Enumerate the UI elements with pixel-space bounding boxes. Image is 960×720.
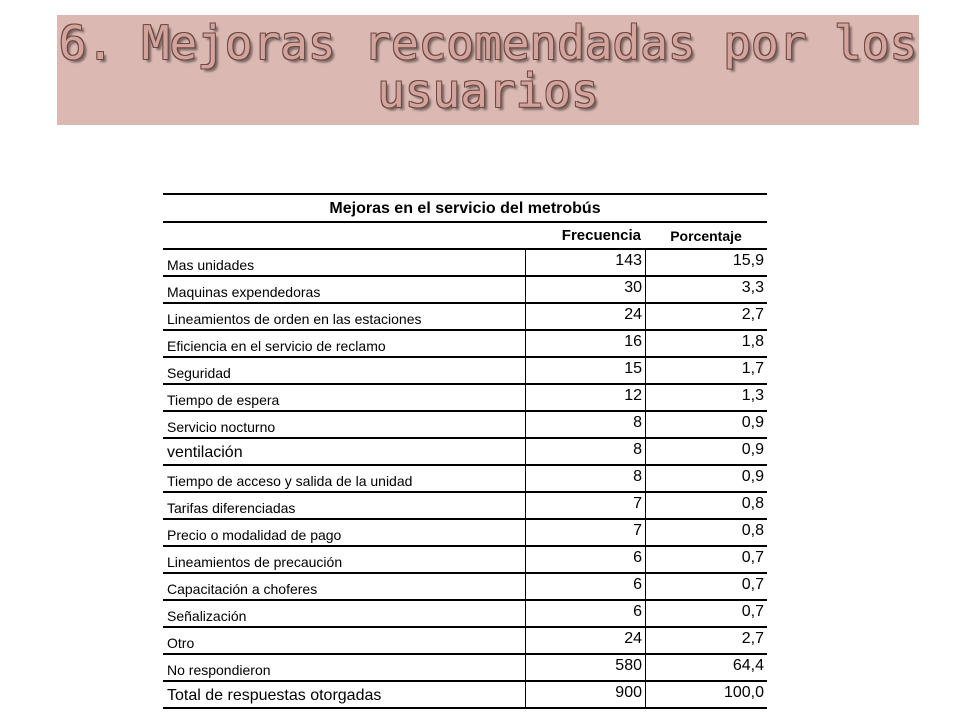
row-frecuencia: 30 <box>525 277 645 302</box>
row-porcentaje: 0,9 <box>645 439 767 464</box>
row-frecuencia: 16 <box>525 331 645 356</box>
table-row <box>163 601 767 628</box>
row-label: Mas unidades <box>167 257 255 273</box>
row-frecuencia: 6 <box>525 601 645 626</box>
header-porcentaje: Porcentaje <box>670 228 742 244</box>
row-frecuencia: 7 <box>525 520 645 545</box>
table-body <box>163 250 767 707</box>
row-porcentaje: 0,7 <box>645 547 767 572</box>
row-porcentaje: 0,7 <box>645 601 767 626</box>
table-row <box>163 520 767 547</box>
slide-title-line-2: usuarios <box>377 64 599 118</box>
row-label: Otro <box>167 635 195 651</box>
table-row <box>163 250 767 277</box>
table-row <box>163 277 767 304</box>
row-porcentaje: 2,7 <box>645 628 767 653</box>
row-label: Tarifas diferenciadas <box>167 500 296 516</box>
slide-title-line-1: 6. Mejoras recomendadas por los <box>58 16 918 70</box>
row-frecuencia: 12 <box>525 385 645 410</box>
row-label: Capacitación a choferes <box>167 581 318 597</box>
row-frecuencia: 143 <box>525 250 645 275</box>
row-porcentaje: 2,7 <box>645 304 767 329</box>
row-porcentaje: 0,7 <box>645 574 767 599</box>
row-porcentaje: 1,3 <box>645 385 767 410</box>
table-row <box>163 466 767 493</box>
table-row <box>163 547 767 574</box>
slide-title <box>57 16 919 118</box>
row-frecuencia: 24 <box>525 628 645 653</box>
row-frecuencia: 6 <box>525 574 645 599</box>
row-frecuencia: 580 <box>525 655 645 680</box>
row-frecuencia: 8 <box>525 412 645 437</box>
row-label: Servicio nocturno <box>167 419 276 435</box>
table-row <box>163 304 767 331</box>
table-title: Mejoras en el servicio del metrobús <box>163 195 767 223</box>
row-frecuencia: 15 <box>525 358 645 383</box>
table-header-row <box>163 223 767 250</box>
table-row <box>163 628 767 655</box>
row-frecuencia: 8 <box>525 466 645 491</box>
table-row <box>163 439 767 466</box>
row-label: Seguridad <box>167 365 231 381</box>
table-row <box>163 358 767 385</box>
header-frecuencia: Frecuencia <box>561 227 641 244</box>
row-porcentaje: 0,8 <box>645 493 767 518</box>
title-banner <box>57 15 919 125</box>
row-frecuencia: 24 <box>525 304 645 329</box>
table-row <box>163 574 767 601</box>
table-row <box>163 385 767 412</box>
row-porcentaje: 100,0 <box>645 682 767 707</box>
row-frecuencia: 900 <box>525 682 645 707</box>
row-label: Precio o modalidad de pago <box>167 527 342 543</box>
table-row <box>163 331 767 358</box>
table-row <box>163 682 767 707</box>
row-label: Total de respuestas otorgadas <box>167 687 382 704</box>
row-label: Tiempo de acceso y salida de la unidad <box>167 473 413 489</box>
row-label: Eficiencia en el servicio de reclamo <box>167 338 386 354</box>
row-porcentaje: 1,8 <box>645 331 767 356</box>
row-frecuencia: 6 <box>525 547 645 572</box>
row-label: Señalización <box>167 608 247 624</box>
row-label: Lineamientos de precaución <box>167 554 343 570</box>
row-porcentaje: 15,9 <box>645 250 767 275</box>
row-label: ventilación <box>167 444 243 461</box>
row-label: No respondieron <box>167 662 271 678</box>
row-porcentaje: 64,4 <box>645 655 767 680</box>
row-label: Maquinas expendedoras <box>167 284 321 300</box>
row-porcentaje: 0,9 <box>645 466 767 491</box>
row-porcentaje: 0,8 <box>645 520 767 545</box>
improvements-table <box>163 193 767 709</box>
table-row <box>163 412 767 439</box>
row-label: Lineamientos de orden en las estaciones <box>167 311 422 327</box>
row-label: Tiempo de espera <box>167 392 280 408</box>
table-row <box>163 493 767 520</box>
row-porcentaje: 1,7 <box>645 358 767 383</box>
row-frecuencia: 8 <box>525 439 645 464</box>
table-row <box>163 655 767 682</box>
row-frecuencia: 7 <box>525 493 645 518</box>
row-porcentaje: 0,9 <box>645 412 767 437</box>
header-empty-cell <box>163 223 525 248</box>
row-porcentaje: 3,3 <box>645 277 767 302</box>
